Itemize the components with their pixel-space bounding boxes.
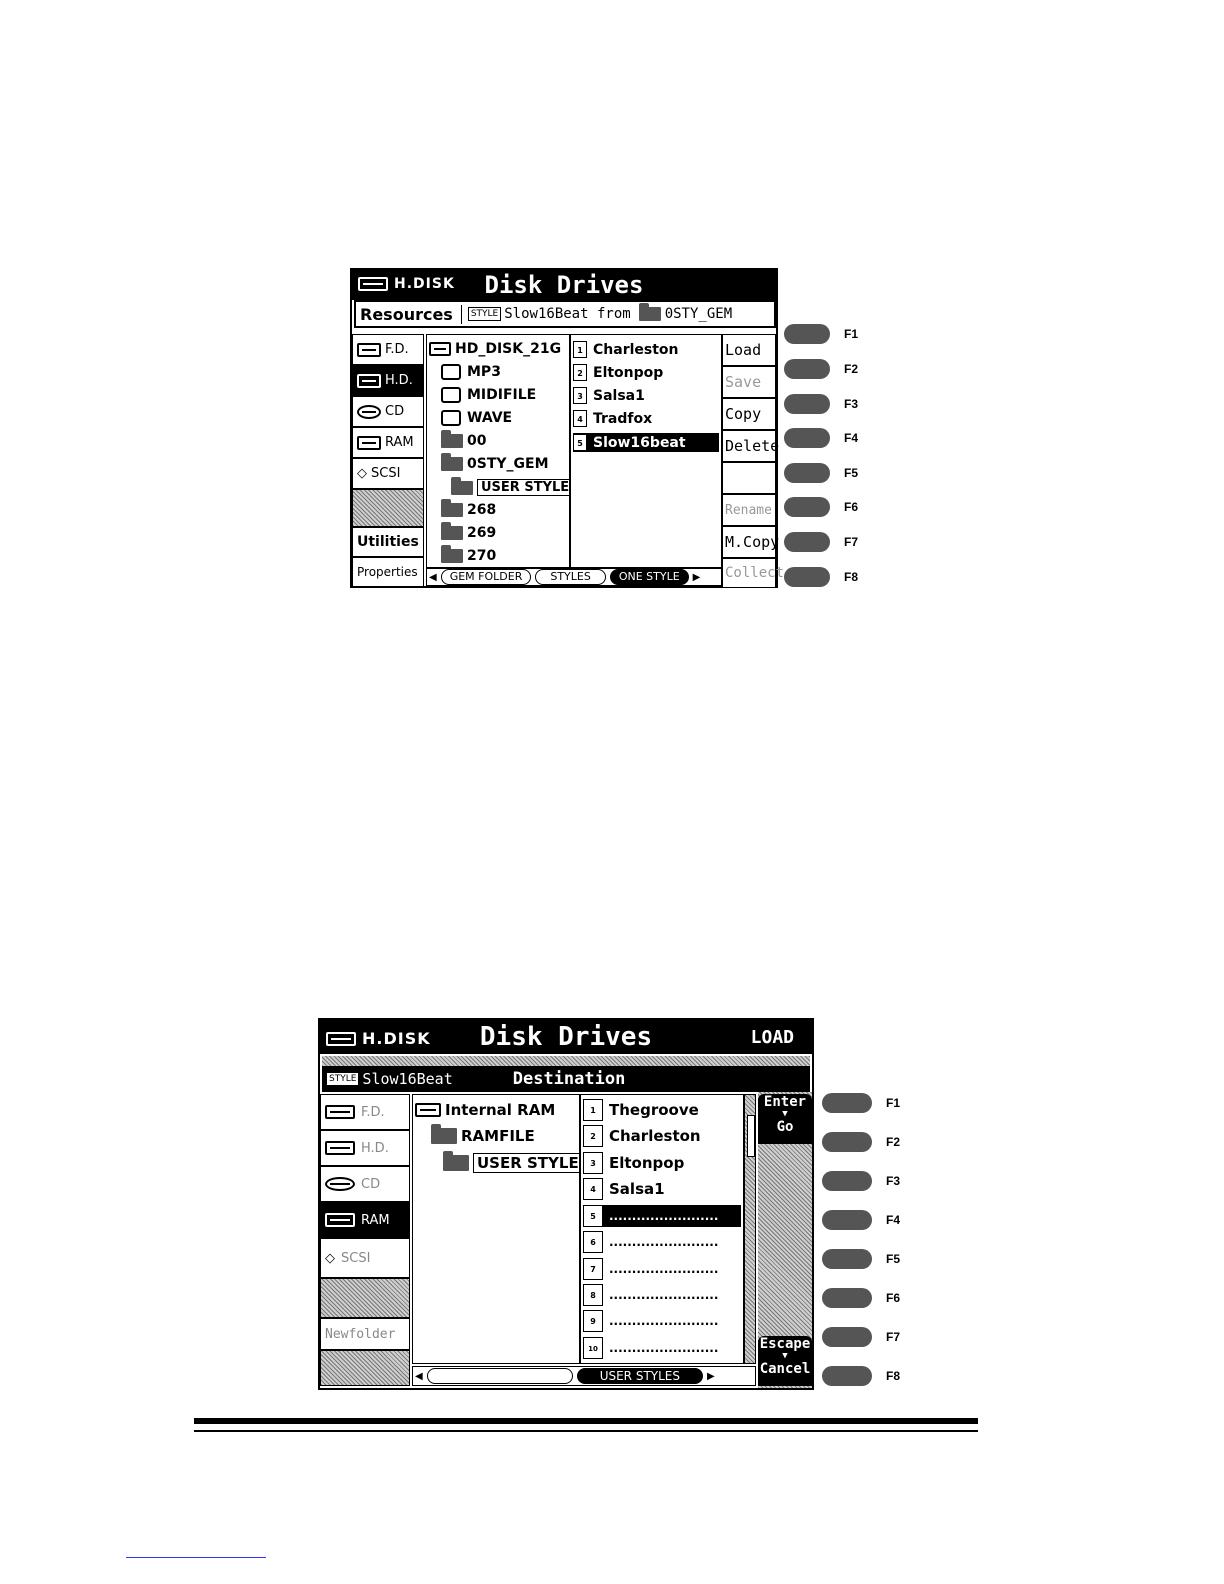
f7-hardware-button[interactable] <box>784 532 830 552</box>
file-icon: 8 <box>583 1284 603 1306</box>
properties-label: Properties <box>357 565 418 579</box>
file-item[interactable] <box>573 410 719 427</box>
drive-label: F.D. <box>361 1104 385 1120</box>
file-name: ........................ <box>609 1262 719 1276</box>
new-folder-button[interactable] <box>320 1318 410 1350</box>
folder-tree <box>426 334 570 568</box>
drive-hd-button[interactable] <box>352 365 424 396</box>
tree-label: USER STYLE <box>473 1153 580 1173</box>
file-slot[interactable] <box>583 1310 741 1332</box>
file-icon: 4 <box>573 410 587 427</box>
f5-key[interactable] <box>784 463 858 483</box>
style-tag: STYLE <box>468 307 501 321</box>
enter-label: Enter <box>763 1094 807 1110</box>
function-menu <box>722 334 785 588</box>
empty-slot <box>320 1350 410 1386</box>
f7-hardware-button[interactable] <box>822 1327 872 1347</box>
f5-hardware-button[interactable] <box>822 1249 872 1269</box>
f4-hardware-button[interactable] <box>784 428 830 448</box>
file-slot[interactable] <box>583 1337 741 1359</box>
empty-slot <box>320 1278 410 1318</box>
new-folder-label: Newfolder <box>325 1326 396 1342</box>
tree-item-selected[interactable] <box>451 479 570 496</box>
file-item[interactable] <box>583 1152 741 1174</box>
drive-label: CD <box>361 1176 381 1192</box>
tree-label: 268 <box>467 502 497 518</box>
f2-key[interactable] <box>784 359 858 379</box>
floppy-drive-icon <box>325 1105 355 1119</box>
drive-cd-button[interactable] <box>352 396 424 427</box>
page-title: Disk Drives <box>484 271 644 299</box>
ram-icon <box>325 1213 355 1227</box>
tree-item[interactable] <box>441 387 536 403</box>
f2-hardware-button[interactable] <box>784 359 830 379</box>
scroll-left-icon[interactable]: ◀ <box>415 1370 423 1382</box>
f2-key[interactable] <box>822 1132 900 1152</box>
view-tabs <box>426 568 722 586</box>
escape-cancel-button[interactable] <box>758 1336 812 1386</box>
properties-button[interactable] <box>352 557 424 587</box>
tree-label: 269 <box>467 525 497 541</box>
copy-button[interactable]: Copy <box>722 398 776 430</box>
f6-label: F6 <box>844 500 859 514</box>
f8-key[interactable] <box>784 567 858 587</box>
file-icon: 3 <box>573 387 587 404</box>
file-name: Eltonpop <box>609 1154 685 1172</box>
tree-label: 00 <box>467 433 487 449</box>
file-slot[interactable] <box>583 1231 741 1253</box>
f2-hardware-button[interactable] <box>822 1132 872 1152</box>
tree-item[interactable] <box>431 1127 535 1145</box>
f2-label: F2 <box>886 1135 901 1149</box>
empty-function-slot <box>722 462 776 494</box>
file-icon: 9 <box>583 1310 603 1332</box>
footer-link-line <box>126 1557 266 1558</box>
folder-icon <box>441 434 463 448</box>
file-name: Thegroove <box>609 1101 699 1119</box>
file-icon: 1 <box>573 341 587 358</box>
arrow-down-icon: ▼ <box>782 1109 788 1119</box>
file-name: Salsa1 <box>593 387 645 404</box>
folder-icon <box>441 457 463 471</box>
resources-bar-obscured <box>322 1056 810 1066</box>
resources-label: Resources <box>356 305 462 324</box>
tree-label: Internal RAM <box>445 1101 556 1119</box>
file-name: Tradfox <box>593 410 653 427</box>
hard-disk-icon <box>429 342 451 356</box>
folder-icon <box>441 549 463 563</box>
tab-empty[interactable] <box>427 1368 573 1384</box>
file-name: ........................ <box>609 1209 719 1223</box>
drive-ram-button[interactable] <box>320 1202 410 1238</box>
folder-icon <box>441 526 463 540</box>
mp3-folder-icon <box>441 364 461 380</box>
mode-label: LOAD <box>750 1027 794 1048</box>
hard-disk-icon <box>325 1141 355 1155</box>
tree-label: MIDIFILE <box>467 387 537 403</box>
drive-label: RAM <box>385 435 414 450</box>
f4-label: F4 <box>844 431 859 445</box>
file-icon: 5 <box>583 1205 603 1227</box>
tree-root[interactable] <box>429 341 561 357</box>
utilities-label: Utilities <box>357 534 419 550</box>
drive-label: H.D. <box>361 1140 389 1156</box>
f8-label: F8 <box>844 570 859 584</box>
file-name: ........................ <box>609 1288 719 1302</box>
f5-key[interactable] <box>822 1249 900 1269</box>
function-menu <box>758 1092 812 1388</box>
tree-item[interactable] <box>441 525 496 541</box>
tree-item[interactable] <box>441 502 496 518</box>
folder-icon <box>639 307 661 321</box>
drive-label: H.D. <box>385 373 413 388</box>
file-icon: 2 <box>583 1125 603 1147</box>
file-name: Slow16beat <box>593 434 686 451</box>
page-title: Disk Drives <box>479 1022 653 1052</box>
device-label: H.DISK <box>362 1029 431 1048</box>
tree-item[interactable] <box>441 364 501 380</box>
scroll-left-icon[interactable]: ◀ <box>429 571 437 583</box>
ram-icon <box>357 436 381 450</box>
file-item[interactable] <box>583 1099 741 1121</box>
file-item[interactable] <box>573 341 719 358</box>
f4-label: F4 <box>886 1213 901 1227</box>
file-item-selected[interactable] <box>573 433 719 452</box>
file-icon: 7 <box>583 1258 603 1280</box>
drive-selector <box>352 334 424 587</box>
drive-fd-button[interactable] <box>352 334 424 365</box>
tree-label: RAMFILE <box>461 1127 535 1145</box>
file-icon: 5 <box>573 434 587 451</box>
file-name: Charleston <box>609 1127 701 1145</box>
view-tabs <box>412 1366 756 1386</box>
scsi-icon: ◇ <box>325 1250 335 1266</box>
scroll-right-icon[interactable]: ▶ <box>692 571 701 583</box>
f1-hardware-button[interactable] <box>822 1093 872 1113</box>
f7-label: F7 <box>844 535 859 549</box>
f1-label: F1 <box>844 327 859 341</box>
f7-key[interactable] <box>784 532 858 552</box>
file-name: Salsa1 <box>609 1180 665 1198</box>
f3-label: F3 <box>886 1174 901 1188</box>
tree-item[interactable] <box>441 456 549 472</box>
folder-icon <box>431 1128 457 1144</box>
file-icon: 2 <box>573 364 587 381</box>
f7-label: F7 <box>886 1330 901 1344</box>
file-icon: 1 <box>583 1099 603 1121</box>
f6-key[interactable] <box>822 1288 900 1308</box>
file-icon: 6 <box>583 1231 603 1253</box>
wave-folder-icon <box>441 410 461 426</box>
file-name: ........................ <box>609 1235 719 1249</box>
tree-root[interactable] <box>415 1101 555 1119</box>
drive-label: SCSI <box>341 1250 371 1266</box>
file-name: ........................ <box>609 1314 719 1328</box>
multi-copy-button[interactable]: M.Copy <box>722 526 776 558</box>
file-item[interactable] <box>583 1125 741 1147</box>
f1-hardware-button[interactable] <box>784 324 830 344</box>
empty-slot <box>352 489 424 527</box>
folder-icon <box>441 503 463 517</box>
f6-hardware-button[interactable] <box>822 1288 872 1308</box>
file-list-scrollbar[interactable] <box>744 1094 756 1364</box>
file-icon: 3 <box>583 1152 603 1174</box>
load-button[interactable]: Load <box>722 334 776 366</box>
tree-label: MP3 <box>467 364 501 380</box>
style-tag: STYLE <box>326 1072 359 1086</box>
device-label: H.DISK <box>394 276 455 292</box>
f3-key[interactable] <box>784 394 858 414</box>
f6-hardware-button[interactable] <box>784 497 830 517</box>
drive-fd-button[interactable] <box>320 1094 410 1130</box>
f6-key[interactable] <box>784 497 858 517</box>
folder-tree <box>412 1094 580 1364</box>
scrollbar-thumb[interactable] <box>747 1115 755 1157</box>
f5-label: F5 <box>886 1252 901 1266</box>
tree-label: 0STY_GEM <box>467 456 549 472</box>
file-item[interactable] <box>583 1178 741 1200</box>
tree-label: 270 <box>467 548 497 564</box>
file-icon: 4 <box>583 1178 603 1200</box>
tab-user-styles[interactable]: USER STYLES <box>577 1368 703 1384</box>
open-folder-icon <box>443 1155 469 1171</box>
collect-button[interactable]: Collect <box>722 558 776 588</box>
drive-label: SCSI <box>371 466 401 481</box>
f8-hardware-button[interactable] <box>784 567 830 587</box>
file-list <box>570 334 722 568</box>
tree-label: USER STYLE <box>477 479 570 496</box>
drive-label: CD <box>385 404 405 419</box>
drive-scsi-button[interactable] <box>320 1238 410 1278</box>
go-label: Go <box>776 1119 794 1135</box>
file-slot[interactable] <box>583 1258 741 1280</box>
destination-label: Destination <box>512 1069 626 1089</box>
f7-key[interactable] <box>822 1327 900 1347</box>
scsi-icon: ◇ <box>357 466 367 481</box>
tree-item[interactable] <box>441 433 486 449</box>
f5-label: F5 <box>844 466 859 480</box>
f1-key[interactable] <box>822 1093 900 1113</box>
f8-label: F8 <box>886 1369 901 1383</box>
resource-text: Slow16Beat <box>362 1070 453 1088</box>
file-name: ........................ <box>609 1341 719 1355</box>
page-rule-thin <box>194 1430 978 1432</box>
f3-hardware-button[interactable] <box>822 1171 872 1191</box>
file-item[interactable] <box>573 364 719 381</box>
f4-hardware-button[interactable] <box>822 1210 872 1230</box>
drive-scsi-button[interactable] <box>352 458 424 489</box>
utilities-button[interactable] <box>352 527 424 557</box>
title-bar <box>352 270 776 300</box>
f1-label: F1 <box>886 1096 901 1110</box>
file-icon: 10 <box>583 1337 603 1359</box>
title-bar <box>320 1020 812 1054</box>
midi-folder-icon <box>441 387 461 403</box>
tree-item[interactable] <box>441 548 496 564</box>
hard-disk-icon <box>357 374 381 388</box>
save-button[interactable]: Save <box>722 366 776 398</box>
floppy-drive-icon <box>357 343 381 357</box>
tab-one-style[interactable]: ONE STYLE <box>610 569 689 585</box>
cancel-label: Cancel <box>759 1361 811 1377</box>
tab-gem-folder[interactable]: GEM FOLDER <box>441 569 532 585</box>
rename-button[interactable]: Rename <box>722 494 776 526</box>
disk-drives-screen-2 <box>318 1018 814 1390</box>
f4-key[interactable] <box>822 1210 900 1230</box>
open-folder-icon <box>451 481 473 495</box>
cd-drive-icon <box>325 1177 355 1191</box>
scroll-right-icon[interactable]: ▶ <box>707 1370 715 1382</box>
file-slot[interactable] <box>583 1284 741 1306</box>
f3-key[interactable] <box>822 1171 900 1191</box>
drive-ram-button[interactable] <box>352 427 424 458</box>
tree-label: WAVE <box>467 410 513 426</box>
ram-icon <box>415 1103 441 1117</box>
cd-drive-icon <box>357 405 381 419</box>
tree-item[interactable] <box>441 410 512 426</box>
tree-item-selected[interactable] <box>443 1153 580 1173</box>
f4-key[interactable] <box>784 428 858 448</box>
destination-bar <box>322 1066 810 1092</box>
escape-label: Escape <box>759 1336 811 1352</box>
drive-hd-button[interactable] <box>320 1130 410 1166</box>
f3-label: F3 <box>844 397 859 411</box>
file-slot-selected[interactable] <box>583 1205 741 1227</box>
resources-bar <box>354 300 776 328</box>
delete-button[interactable]: Delete <box>722 430 776 462</box>
f8-hardware-button[interactable] <box>822 1366 872 1386</box>
file-name: Eltonpop <box>593 364 664 381</box>
file-list <box>580 1094 744 1364</box>
resource-folder: 0STY_GEM <box>664 306 733 322</box>
f2-label: F2 <box>844 362 859 376</box>
f3-hardware-button[interactable] <box>784 394 830 414</box>
f8-key[interactable] <box>822 1366 900 1386</box>
drive-cd-button[interactable] <box>320 1166 410 1202</box>
f5-hardware-button[interactable] <box>784 463 830 483</box>
arrow-down-icon: ▼ <box>782 1351 788 1361</box>
f6-label: F6 <box>886 1291 901 1305</box>
tree-label: HD_DISK_21G <box>455 341 562 357</box>
f1-key[interactable] <box>784 324 858 344</box>
tab-styles[interactable]: STYLES <box>535 569 605 585</box>
drive-selector <box>320 1094 410 1386</box>
drive-label: F.D. <box>385 342 409 357</box>
file-item[interactable] <box>573 387 719 404</box>
drive-label: RAM <box>361 1212 390 1228</box>
file-name: Charleston <box>593 341 679 358</box>
page-rule-thick <box>194 1418 978 1424</box>
resource-text: Slow16Beat from <box>504 306 631 322</box>
disk-drives-screen-1 <box>350 268 785 588</box>
enter-go-button[interactable] <box>758 1094 812 1144</box>
